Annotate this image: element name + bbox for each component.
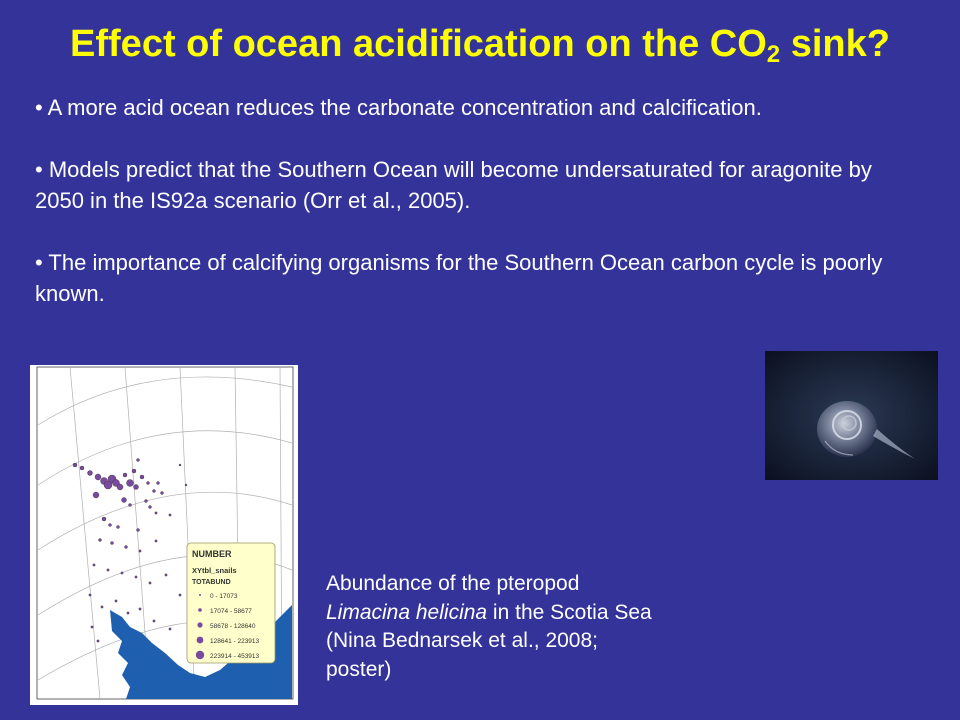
title-subscript: 2 (766, 41, 781, 68)
slide-title (0, 20, 960, 68)
pteropod-photo (765, 351, 938, 480)
caption-line: poster) (326, 657, 392, 681)
legend-class: 17074 - 58677 (210, 608, 252, 615)
figure-caption (326, 570, 766, 684)
legend-layer: XYtbl_snails (192, 566, 237, 575)
legend-class: 58678 - 128640 (210, 623, 256, 630)
caption-text: in the Scotia Sea (487, 600, 652, 624)
bullet-item: • A more acid ocean reduces the carbonate concentration and calcification. (35, 95, 762, 120)
legend-symbol (198, 608, 202, 612)
bullet-list (35, 92, 925, 340)
abundance-map (30, 365, 298, 705)
title-tail: sink? (780, 23, 890, 65)
legend-symbol (197, 637, 204, 644)
caption-line: Abundance of the pteropod (326, 572, 580, 595)
legend-class: 128641 - 223913 (210, 638, 260, 645)
map-legend (187, 543, 275, 663)
title-main: Effect of ocean acidification on the CO (70, 23, 767, 65)
map-graphic (30, 365, 298, 705)
legend-class: 223914 - 453913 (210, 653, 260, 660)
caption-line (326, 599, 766, 628)
bullet-item: • The importance of calcifying organisms for the Southern Ocean carbon cycle is poorly known. (35, 250, 883, 306)
legend-field: TOTABUND (192, 579, 231, 586)
legend-class: 0 - 17073 (210, 593, 238, 600)
legend-symbol (196, 651, 204, 659)
species-name: Limacina helicina (326, 600, 488, 624)
bullet-item: • Models predict that the Southern Ocean will become undersaturated for aragonite by 2050 in the IS92a scenario (Orr et al., 2005). (35, 157, 872, 213)
legend-symbol (199, 594, 201, 596)
legend-symbol (197, 622, 202, 627)
caption-line: (Nina Bednarsek et al., 2008; (326, 629, 598, 652)
pteropod-image (765, 351, 938, 480)
legend-heading: NUMBER (192, 549, 232, 559)
